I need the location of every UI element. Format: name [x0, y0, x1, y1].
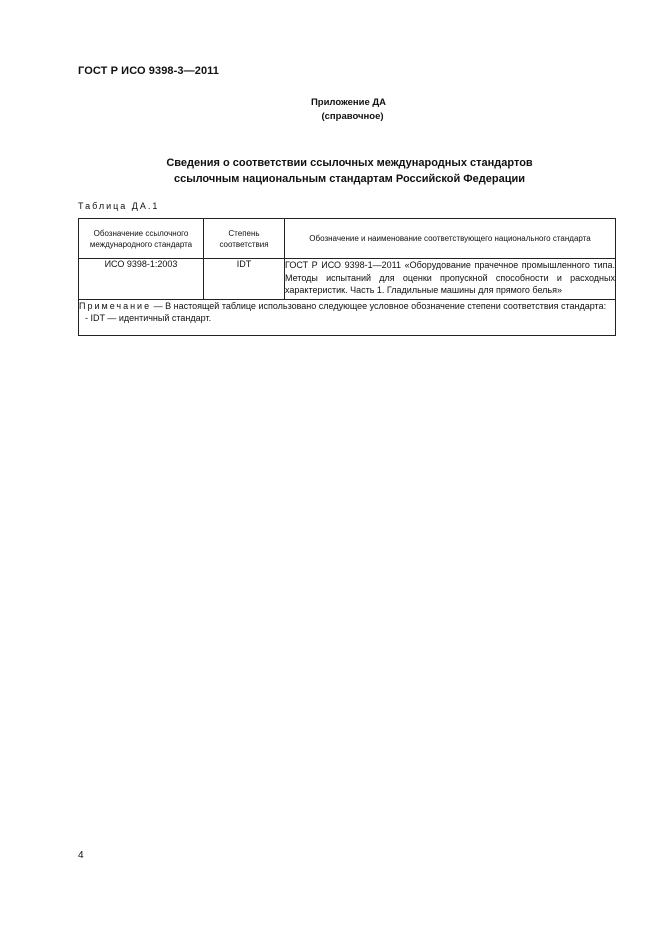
note-text: — В настоящей таблице использовано следующее условное обозначение степени соответствия стандарта:: [153, 301, 607, 311]
table-note-row: [79, 300, 616, 336]
appendix-title: Приложение ДА: [310, 97, 387, 108]
header-international-standard: Обозначение ссылочного международного стандарта: [79, 219, 204, 259]
section-title-line-1: Сведения о соответствии ссылочных международных стандартов: [166, 157, 533, 169]
cell-national-standard: ГОСТ Р ИСО 9398-1—2011 «Оборудование прачечное промышленного типа. Методы испытаний для оценки пропускной способности и расходных характеристик. Часть 1. Гладильные машины для прямого белья»: [285, 259, 616, 300]
cell-international-standard: ИСО 9398-1:2003: [79, 259, 204, 300]
page-number: 4: [78, 850, 84, 861]
document-code: ГОСТ Р ИСО 9398-3—2011: [78, 65, 219, 77]
note-item: - IDT — идентичный стандарт.: [85, 313, 212, 323]
section-title-line-2: ссылочным национальным стандартам Российской Федерации: [173, 173, 526, 185]
reference-standards-table: [78, 218, 616, 336]
table-header-row: [79, 219, 616, 259]
table-label: Таблица ДА.1: [78, 201, 160, 211]
table-note: [79, 300, 616, 336]
note-label: Примечание: [79, 301, 152, 311]
header-degree: Степень соответствия: [204, 219, 285, 259]
appendix-heading: [0, 96, 661, 124]
section-title: [0, 155, 661, 187]
cell-degree: IDT: [204, 259, 285, 300]
appendix-subtitle: (справочное): [321, 111, 384, 122]
table-row: [79, 259, 616, 300]
note-line: [79, 300, 615, 312]
header-national-standard: Обозначение и наименование соответствующего национального стандарта: [285, 219, 616, 259]
